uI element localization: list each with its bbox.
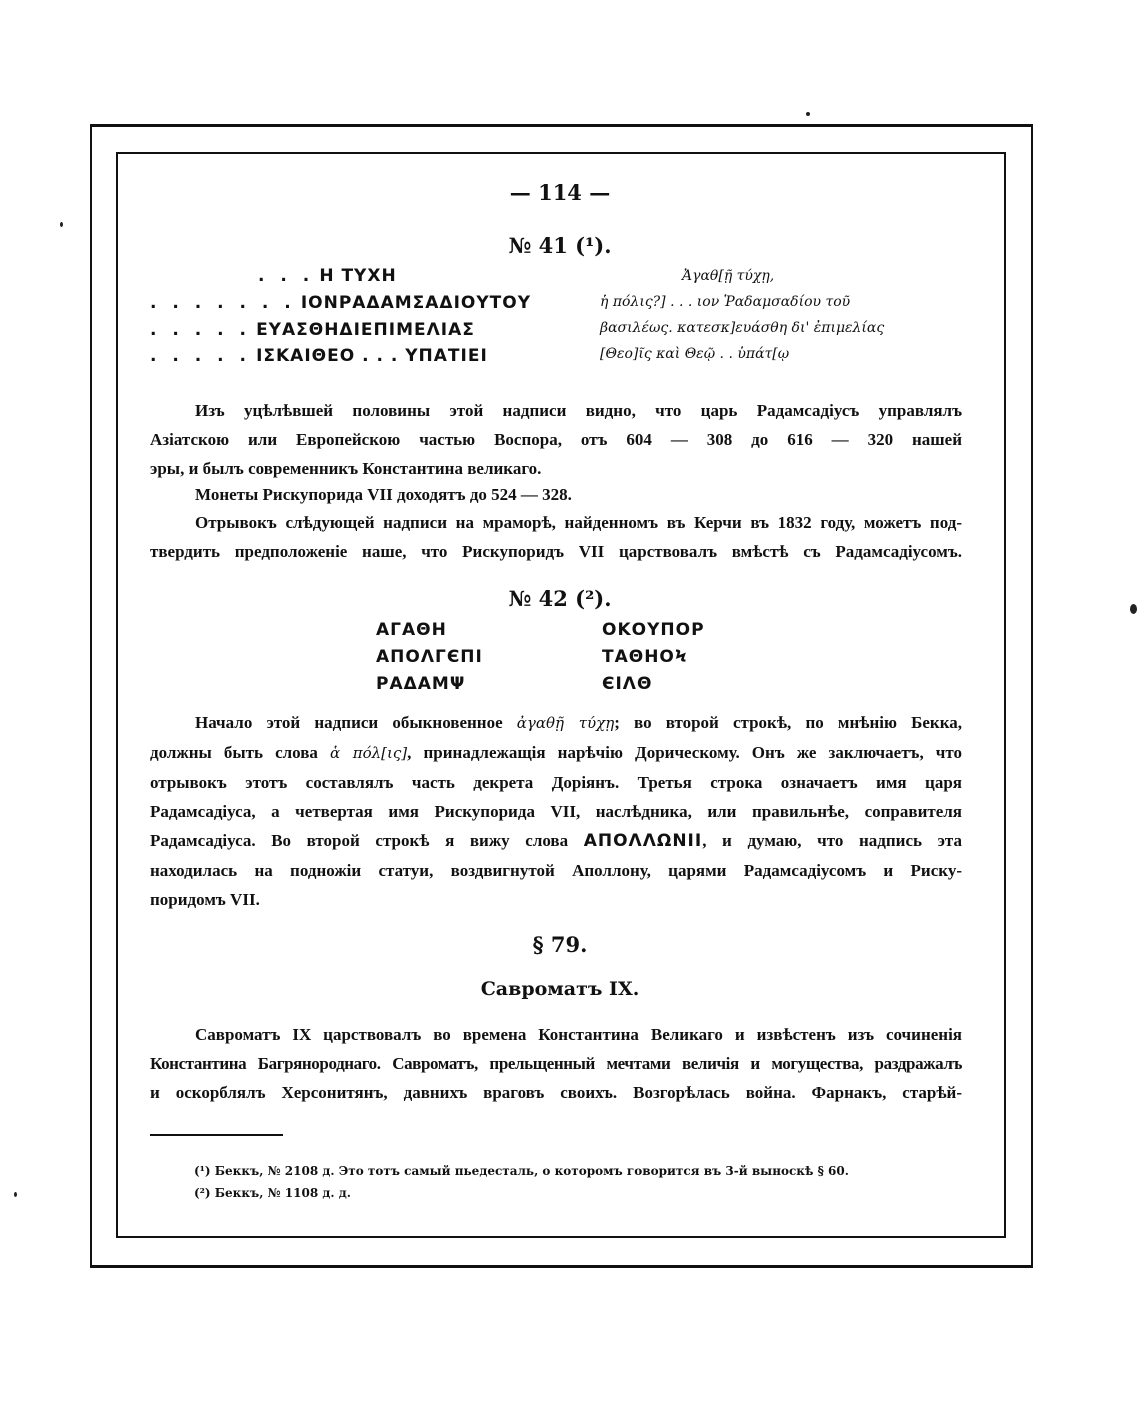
restoration-line: ἡ πόλις?] . . . ιον Ῥαδαμσαδίου τοῦ — [600, 294, 851, 310]
footnote-1: (¹) Беккъ, № 2108 д. Это тотъ самый пьедесталь, о которомъ говорится въ 3-й выноскѣ § 60. — [194, 1164, 849, 1178]
scan-speck — [806, 112, 810, 116]
paragraph-3: Отрывокъ слѣдующей надписи на мраморѣ, найденномъ въ Керчи въ 1832 году, можетъ под- твердить предположеніе наше, что Рискупоридъ VII царствовалъ вмѣстѣ съ Радамсадіусомъ. — [150, 513, 962, 561]
scan-speck — [1130, 604, 1137, 614]
fragment-right-line: ЄΙΛΘ — [602, 674, 653, 694]
paragraph-4: Начало этой надписи обыкновенное ἀγαθῇ τύχῃ; во второй строкѣ, по мнѣнію Бекка, должны быть слова ἁ πόλ[ις], принадлежащія нарѣчію Дорическому. Онъ же заключаетъ, что отрывокъ этотъ составлялъ часть декрета Доріянъ. Третья строка означаетъ имя царя Радамсадіуса, а четвертая имя Рискупорида VII, наслѣдника, или правильнѣе, соправителя Радамсадіуса. Во второй строкѣ я вижу слова ΑΠΟΛΛΩΝΙΙ, и думаю, что надпись эта находилась на подножіи статуи, воздвигнутой Аполлону, царями Радамсадіусомъ и Риску- поридомъ VII. — [150, 713, 962, 909]
inscription-line: . . . Η ΤΥΧΗ — [258, 266, 397, 286]
paragraph-1: Изъ уцѣлѣвшей половины этой надписи видно, что царь Радамсадіусъ управлялъ Азіатскою или Европейскою частью Воспора, отъ 604 — 308 до 616 — 320 нашей эры, и былъ современникъ Константина великаго. — [150, 401, 962, 478]
footnote-rule — [150, 1134, 283, 1136]
footnote-2: (²) Беккъ, № 1108 д. д. — [194, 1186, 351, 1200]
paragraph-5: Савроматъ IX царствовалъ во времена Константина Великаго и извѣстенъ изъ сочиненія Константина Багрянороднаго. Савроматъ, прельщенный мечтами величія и могущества, раздражалъ и оскорблялъ Херсонитянъ, давнихъ враговъ своихъ. Возгорѣлась война. Фарнакъ, старѣй- — [150, 1025, 962, 1102]
inscription-42-number: № 42 (²). — [508, 586, 612, 611]
scan-speck — [14, 1192, 17, 1197]
inscription-41-number: № 41 (¹). — [508, 233, 612, 258]
page-number: — 114 — — [509, 180, 611, 205]
section-title: Савроматъ IX. — [480, 978, 640, 1000]
fragment-left-line: ΑΓΑΘΗ — [376, 620, 447, 640]
inscription-line: . . . . . . . ΙΟΝΡΑΔΑΜΣΑΔΙΟΥΤΟΥ — [150, 293, 532, 313]
scan-speck — [60, 222, 63, 227]
fragment-left-line: ΑΠΟΛΓЄΠΙ — [376, 647, 483, 667]
paragraph-2: Монеты Рискупорида VII доходятъ до 524 — 328. — [195, 485, 572, 504]
section-number: § 79. — [532, 932, 588, 957]
fragment-right-line: ΤΑΘΗΟϞ — [602, 647, 688, 667]
restoration-line: βασιλέως. κατεσκ]ευάσθη δι' ἐπιμελίας — [600, 320, 885, 336]
fragment-right-line: ΟΚΟΥΠΟΡ — [602, 620, 705, 640]
inscription-line: . . . . . ΕΥΑΣΘΗΔΙΕΠΙΜΕΛΙΑΣ — [150, 320, 475, 340]
restoration-line: [Θεο]ῖς καὶ Θεῷ . . ὑπάτ[ῳ — [600, 346, 790, 362]
inscription-line: . . . . . ΙΣΚΑΙΘΕΟ . . . ΥΠΑΤΙΕΙ — [150, 346, 488, 366]
restoration-line: Ἀγαθ[ῇ τύχῃ, — [682, 268, 775, 284]
fragment-left-line: ΡΑΔΑΜΨ — [376, 674, 466, 694]
